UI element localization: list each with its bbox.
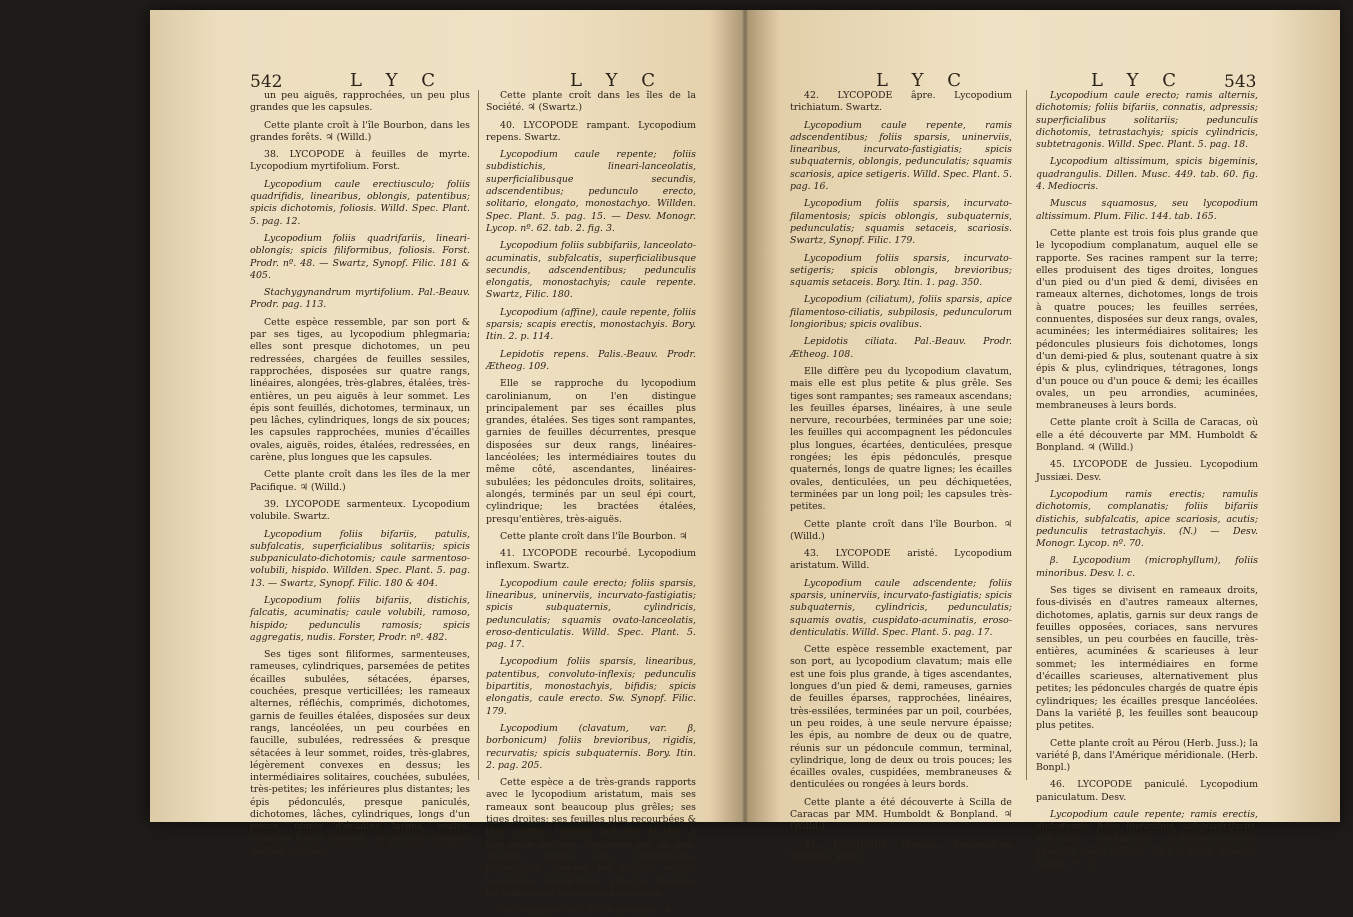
latin-citation: Lycopodium (ciliatum), foliis sparsis, apice filamentoso-ciliatis, subpilosis, pedunculorum longioribus; spicis ovalibus.: [790, 294, 1012, 331]
latin-citation: Lycopodium foliis sparsis, linearibus, patentibus, convoluto-inflexis; pedunculis bipartitis, monostachyis, bifidis; spicis elongatis, caule erecto. Sw. Synopf. Filic. 179.: [486, 656, 696, 717]
latin-citation: Lepidotis repens. Palis.-Beauv. Prodr. Ætheog. 109.: [486, 348, 696, 372]
right-running-head-2: L Y C: [1091, 70, 1186, 91]
paragraph: Cette plante croît dans les îles de la mer Pacifique. ♃ (Willd.): [250, 469, 470, 493]
latin-citation: Lycopodium caule repente, ramis adscendentibus; foliis sparsis, uninerviis, linearibus, incurvato-fastigiatis; spicis subquaternis, oblongis, pedunculatis; squamis scariosis, apice setigeris. Willd. Spec. Plant. 5. pag. 16.: [790, 119, 1012, 193]
entry-heading: 38. LYCOPODE à feuilles de myrte. Lycopodium myrtifolium. Forst.: [250, 149, 470, 173]
paragraph: Cette plante croît au Pérou (Herb. Juss.); la variété β, dans l'Amérique méridionale. (Herb. Bonpl.): [1036, 737, 1258, 774]
column-rule: [1026, 90, 1027, 780]
right-column-2: [1036, 90, 1258, 870]
latin-citation: Lycopodium foliis bifariis, patulis, subfalcatis, superficialibus solitariis; spicis subpaniculato-dichotomis; caule sarmentoso-volubili, hispido. Willden. Spec. Plant. 5. pag. 13. — Swartz, Synopf. Filic. 180 & 404.: [250, 528, 470, 589]
paragraph: Elle se rapproche du lycopodium carolinianum, on l'en distingue principalement par ses écailles plus grandes, étalées. Ses tiges sont rampantes, garnies de feuilles décurrentes, presque disposées sur deux rangs, linéaires-lancéolées; les intermédiaires toutes du même côté, ascendantes, linéaires-subulées; les pédoncules droits, solitaires, alongés, terminés par un seul épi court, cylindrique; les bractées étalées, presqu'entières, très-aiguës.: [486, 378, 696, 525]
latin-citation: Lycopodium (clavatum, var. β, borbonicum) foliis brevioribus, rigidis, recurvatis; spicis subquaternis. Bory. Itin. 2. pag. 205.: [486, 722, 696, 771]
left-column-1: [250, 90, 470, 857]
paragraph: Cette espèce ressemble exactement, par son port, au lycopodium clavatum; mais elle est une fois plus grande, à tiges ascendantes, longues d'un pied & demi, rameuses, garnies de feuilles éparses, rapprochées, linéaires, très-essilées, terminées par un poil, courbées, un peu roides, à une seule nervure épaisse; les épis, au nombre de deux ou de quatre, réunis sur un pédoncule commun, terminal, cylindrique, long de deux ou trois pouces; les écailles ovales, cuspidées, membraneuses & denticulées ou rongées à leurs bords.: [790, 644, 1012, 791]
latin-citation: Lycopodium caule erectiusculo; foliis quadrifidis, linearibus, oblongis, patentibus; spicis dichotomis, foliosis. Willd. Spec. Plant. 5. pag. 12.: [250, 178, 470, 227]
left-running-head-2: L Y C: [570, 70, 665, 91]
entry-heading: 46. LYCOPODE paniculé. Lycopodium paniculatum. Desv.: [1036, 779, 1258, 803]
left-page: [150, 10, 740, 917]
paragraph: Cette plante a été découverte à Scilla de Caracas par MM. Humboldt & Bonpland. ♃ (Willd.): [790, 796, 1012, 833]
paragraph: Cette plante croît à l'île Bourbon. ♃: [500, 905, 671, 917]
paragraph: Cette plante croît dans l'île Bourbon. ♃ (Willd.): [790, 518, 1012, 542]
paragraph: Ses tiges sont filiformes, sarmenteuses, rameuses, cylindriques, parsemées de petites écailles subulées, sétacées, éparses, couchées, presque verticillées; les rameaux alternes, réfléchis, comprimés, dichotomes, garnis de feuilles étalées, disposées sur deux rangs, lancéolées, un peu courbées en faucille, subulées, redressées & presque sétacées à leur sommet, roides, très-glabres, légèrement convexes en dessus; les intermédiaires solitaires, couchées, subulées, très-petites; les inférieures plus distantes; les épis pédonculés, presque paniculés, dichotomes, lâches, cylindriques, longs d'un pouce, munis d'écailles larges, ovales, subulées à leur sommet, un peu plus longues que les capsules.: [250, 649, 470, 857]
latin-citation: Lycopodium ramis erectis; ramulis dichotomis, complanatis; foliis bifariis distichis, subfalcatis, apice scariosis, acutis; pedunculis tetrastachyis. (N.) — Desv. Monogr. Lycop. nº. 70.: [1036, 488, 1258, 550]
latin-citation: β. Lycopodium (microphyllum), foliis minoribus. Desv. l. c.: [1036, 555, 1258, 579]
latin-citation: Lycopodium caule erecto; foliis sparsis, linearibus, uninerviis, incurvato-fastigiatis; spicis subquaternis, cylindricis, pedunculatis; squamis ovato-lanceolatis, eroso-denticulatis. Willd. Spec. Plant. 5. pag. 17.: [486, 577, 696, 651]
latin-citation: Lycopodium altissimum, spicis bigeminis, quadrangulis. Dillen. Musc. 449. tab. 60. fig. 4. Mediocris.: [1036, 156, 1258, 193]
latin-citation: Lycopodium (affine), caule repente, foliis sparsis; scapis erectis, monostachyis. Bory. Itin. 2. p. 114.: [486, 306, 696, 343]
latin-citation: Lycopodium foliis quadrifariis, lineari-oblongis; spicis filiformibus, foliosis. Forst. Prodr. nº. 48. — Swartz, Synopf. Filic. 181 & 405.: [250, 232, 470, 281]
entry-heading: 41. LYCOPODE recourbé. Lycopodium inflexum. Swartz.: [486, 548, 696, 572]
latin-citation: Lycopodium caule repente; ramis erectis, dichotomis; foliis linearibus, subquadrifariis, subacutis; pedunculis dichotomo-ramosis; squamis apice reflexis. (N.) — Desv. Monogr. Lycop. nº. 71.: [1036, 809, 1258, 870]
column-rule: [478, 90, 479, 780]
paragraph: un peu aiguës, rapprochées, un peu plus grandes que les capsules.: [250, 90, 470, 114]
latin-citation: Lycopodium foliis sparsis, incurvato-filamentosis; spicis oblongis, subquaternis, pedunculatis; squamis setaceis, scariosis. Swartz, Synopf. Filic. 179.: [790, 198, 1012, 247]
right-running-head-1: L Y C: [876, 70, 971, 91]
latin-citation: Stachygynandrum myrtifolium. Pal.-Beauv. Prodr. pag. 113.: [250, 287, 470, 311]
latin-citation: Lycopodium caule adscendente; foliis sparsis, uninerviis, incurvato-fastigiatis; spicis subquaternis, cylindricis, pedunculatis; squamis ovatis, cuspidato-acuminatis, eroso-denticulatis. Willd. Spec. Plant. 5. pag. 17.: [790, 577, 1012, 638]
paragraph: Cette plante croît à Scilla de Caracas, où elle a été découverte par MM. Humboldt & Bonpland. ♃ (Willd.): [1036, 417, 1258, 454]
entry-heading: 44. LYCOPODE thyoïde. Lycopodium thyoides. Willd.: [790, 838, 1012, 862]
latin-citation: Lycopodium foliis subbifariis, lanceolato-acuminatis, subfalcatis, superficialibusque secundis, adscendentibus; pedunculis elongatis, monostachyis; caule repente. Swartz, Filic. 180.: [486, 240, 696, 301]
paragraph: Cette plante croît à l'île Bourbon, dans les grandes forêts. ♃ (Willd.): [250, 119, 470, 143]
right-column-1: [790, 90, 1012, 862]
right-page-number: 543: [1224, 72, 1257, 92]
latin-citation: Lycopodium caule repente; foliis subdistichis, lineari-lanceolatis, superficialibusque secundis, adscendentibus; pedunculo erecto, solitario, elongato, monostachyo. Willden. Spec. Plant. 5. pag. 15. — Desv. Monogr. Lycop. nº. 62. tab. 2. fig. 3.: [486, 149, 696, 234]
entry-heading: 43. LYCOPODE aristé. Lycopodium aristatum. Willd.: [790, 548, 1012, 572]
paragraph: Cette espèce a de très-grands rapports avec le lycopodium aristatum, mais ses rameaux sont beaucoup plus grêles; ses tiges droites; ses feuilles plus recourbées & plus courtes, éparses, linéaires, étalées, à une seule nervure, terminées par un poil; environ quatre épis cylindriques, pédonculés, alongés; les écailles ovales-lancéolées, denticulées, presque rongées; les inférieures seulement acuminées.: [486, 777, 696, 899]
paragraph: Cette plante croît dans les îles de la Société. ♃ (Swartz.): [486, 90, 696, 114]
right-page: [746, 10, 1340, 870]
paragraph: Cette plante est trois fois plus grande que le lycopodium complanatum, auquel elle se rapporte. Ses racines rampent sur la terre; elles produisent des tiges droites, longues d'un pied ou d'un pied & demi, divisées en rameaux alternes, dichotomes, longs de trois à quatre pouces; les feuilles serrées, connuentes, disposées sur deux rangs, ovales, acuminées; les intermédiaires solitaires; les pédoncules plusieurs fois dichotomes, longs d'un demi-pied & plus, soutenant quatre à six épis & plus, cylindriques, tétragones, longs d'un pouce ou d'un pouce & demi; les écailles ovales, un peu arrondies, acuminées, membraneuses à leurs bords.: [1036, 227, 1258, 412]
left-column-2: [486, 90, 696, 917]
entry-heading: 40. LYCOPODE rampant. Lycopodium repens. Swartz.: [486, 119, 696, 143]
paragraph: Elle diffère peu du lycopodium clavatum, mais elle est plus petite & plus grêle. Ses tiges sont rampantes; ses rameaux ascendans; les feuilles éparses, linéaires, à une seule nervure, recourbées, terminées par une soie; les feuilles qui accompagnent les pédoncules plus longues, écartées, denticulées, presque rongées; les épis pédonculés, presque quaternés, longs de quatre lignes; les écailles ovales, denticulées, un peu déchiquetées, terminées par un long poil; les capsules très-petites.: [790, 365, 1012, 513]
entry-heading: 45. LYCOPODE de Jussieu. Lycopodium Jussiæi. Desv.: [1036, 459, 1258, 483]
entry-heading: 39. LYCOPODE sarmenteux. Lycopodium volubile. Swartz.: [250, 498, 470, 523]
latin-citation: Lepidotis ciliata. Pal.-Beauv. Prodr. Ætheog. 108.: [790, 336, 1012, 360]
latin-citation: Lycopodium foliis sparsis, incurvato-setigeris; spicis oblongis, brevioribus; squamis setaceis. Bory. Itin. 1. pag. 350.: [790, 252, 1012, 289]
paragraph: Ses tiges se divisent en rameaux droits, fous-divisés en d'autres rameaux alternes, dichotomes, aplatis, garnis sur deux rangs de feuilles opposées, coriaces, sans nervures sensibles, un peu courbées en faucille, très-entières, acuminées & scarieuses à leur sommet; les intermédiaires en forme d'écailles scarieuses, alternativement plus petites; les pédoncules chargés de quatre épis cylindriques; les écailles presque lancéolées. Dans la variété β, les feuilles sont beaucoup plus petites.: [1036, 584, 1258, 732]
left-page-number: 542: [250, 72, 283, 92]
paragraph: Cette espèce ressemble, par son port & par ses tiges, au lycopodium phlegmaria; elles sont presque dichotomes, un peu redressées, chargées de feuilles sessiles, rapprochées, disposées sur quatre rangs, linéaires, alongées, très-glabres, étalées, très-entières, un peu aiguës à leur sommet. Les épis sont feuillés, dichotomes, terminaux, un peu lâches, cylindriques, longs de six pouces; les capsules rapprochées, munies d'écailles ovales, aiguës, roides, étalées, redressées, en carène, plus longues que les capsules.: [250, 316, 470, 464]
paragraph: Cette plante croît dans l'île Bourbon. ♃: [500, 530, 688, 542]
latin-citation: Lycopodium caule erecto; ramis alternis, dichotomis; foliis bifariis, connatis, adpressis; superficialibus solitariis; pedunculis dichotomis, tetrastachyis; spicis cylindricis, subtetragonis. Willd. Spec. Plant. 5. pag. 18.: [1036, 90, 1258, 151]
latin-citation: Muscus squamosus, seu lycopodium altissimum. Plum. Filic. 144. tab. 165.: [1036, 198, 1258, 222]
latin-citation: Lycopodium foliis bifariis, distichis, falcatis, acuminatis; caule volubili, ramoso, hispido; pedunculis ramosis; spicis aggregatis, nudis. Forster, Prodr. nº. 482.: [250, 594, 470, 643]
entry-heading: 42. LYCOPODE âpre. Lycopodium trichiatum. Swartz.: [790, 90, 1012, 114]
book-spread: [150, 10, 1340, 917]
left-running-head-1: L Y C: [350, 70, 445, 91]
